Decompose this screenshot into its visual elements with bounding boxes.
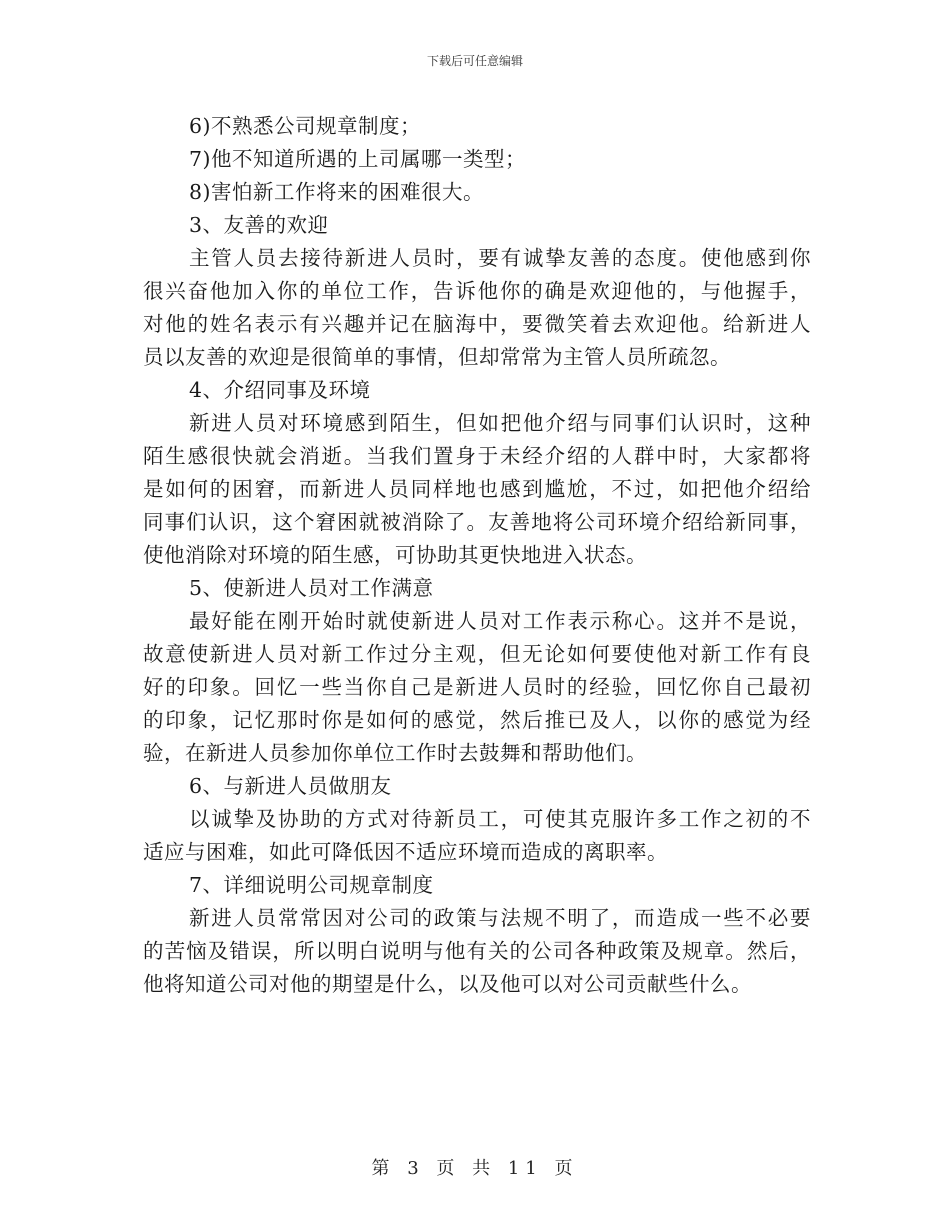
paragraph-line: 对他的姓名表示有兴趣并记在脑海中，要微笑着去欢迎他。给新进人 [143, 312, 811, 336]
list-item: 6)不熟悉公司规章制度； [189, 114, 422, 138]
section-heading: 5、使新进人员对工作满意 [189, 576, 434, 600]
paragraph-line: 是如何的困窘，而新进人员同样地也感到尴尬，不过，如把他介绍给 [143, 477, 811, 501]
paragraph-line: 好的印象。回忆一些当你自己是新进人员时的经验，回忆你自己最初 [143, 675, 811, 699]
paragraph-line: 同事们认识，这个窘困就被消除了。友善地将公司环境介绍给新同事， [143, 510, 811, 534]
paragraph-line: 最好能在刚开始时就使新进人员对工作表示称心。这并不是说， [189, 609, 811, 633]
page-header: 下载后可任意编辑 [426, 54, 523, 68]
paragraph-line: 主管人员去接待新进人员时，要有诚挚友善的态度。使他感到你 [189, 246, 811, 270]
page-number: 第 3 页 共 11 页 [371, 1158, 579, 1179]
paragraph-line: 以诚挚及协助的方式对待新员工，可使其克服许多工作之初的不 [189, 807, 811, 831]
paragraph-line: 的印象，记忆那时你是如何的感觉，然后推已及人，以你的感觉为经 [143, 708, 811, 732]
paragraph-line: 使他消除对环境的陌生感，可协助其更快地进入状态。 [143, 543, 647, 567]
document-body [143, 110, 811, 1001]
section-heading: 7、详细说明公司规章制度 [189, 873, 434, 897]
paragraph-line: 新进人员对环境感到陌生，但如把他介绍与同事们认识时，这种 [189, 411, 811, 435]
list-item: 7)他不知道所遇的上司属哪一类型； [189, 147, 527, 171]
paragraph-line: 验，在新进人员参加你单位工作时去鼓舞和帮助他们。 [143, 741, 647, 765]
paragraph-line: 适应与困难，如此可降低因不适应环境而造成的离职率。 [143, 840, 668, 864]
paragraph-line: 陌生感很快就会消逝。当我们置身于未经介绍的人群中时，大家都将 [143, 444, 811, 468]
paragraph-line: 很兴奋他加入你的单位工作，告诉他你的确是欢迎他的，与他握手， [143, 279, 811, 303]
section-heading: 3、友善的欢迎 [189, 213, 329, 237]
paragraph-line: 故意使新进人员对新工作过分主观，但无论如何要使他对新工作有良 [143, 642, 811, 666]
paragraph-line: 员以友善的欢迎是很简单的事情，但却常常为主管人员所疏忽。 [143, 345, 731, 369]
section-heading: 4、介绍同事及环境 [189, 378, 371, 402]
section-heading: 6、与新进人员做朋友 [189, 774, 392, 798]
paragraph-line: 的苦恼及错误，所以明白说明与他有关的公司各种政策及规章。然后， [143, 939, 811, 963]
paragraph-line: 新进人员常常因对公司的政策与法规不明了，而造成一些不必要 [189, 906, 811, 930]
list-item: 8)害怕新工作将来的困难很大。 [189, 180, 485, 204]
paragraph-line: 他将知道公司对他的期望是什么，以及他可以对公司贡献些什么。 [143, 972, 752, 996]
